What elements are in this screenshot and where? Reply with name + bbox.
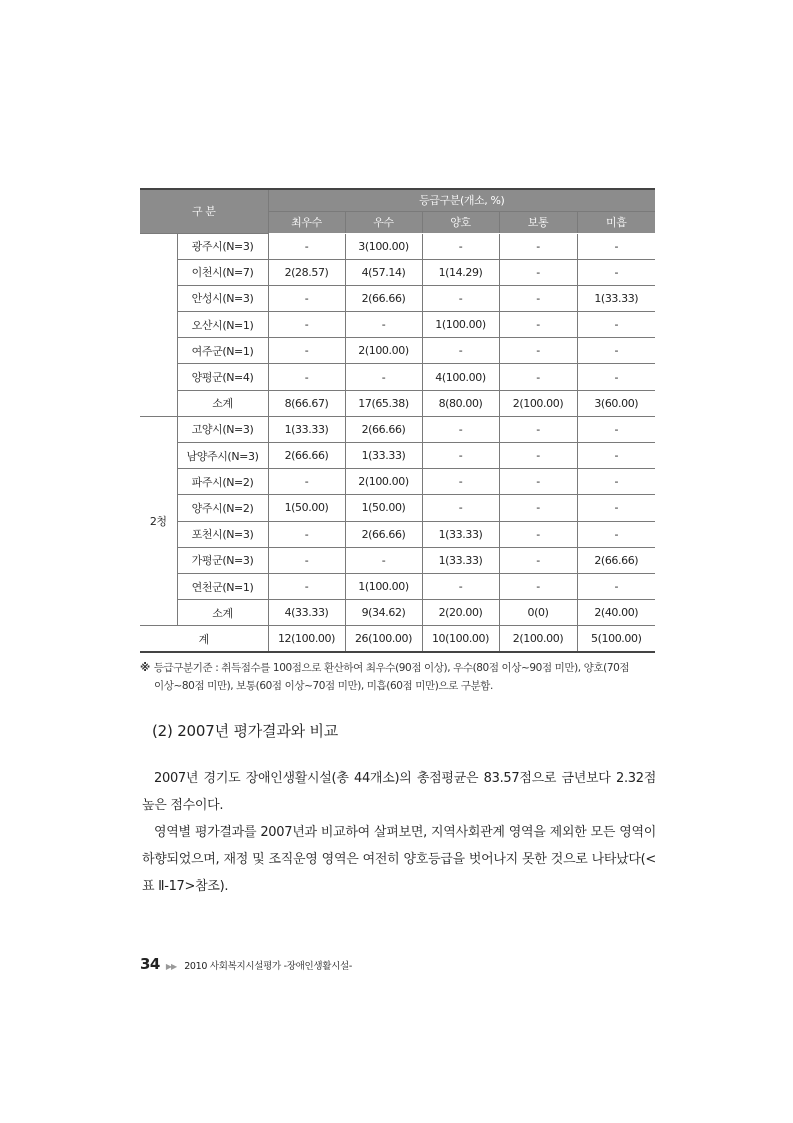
cell-value: - <box>577 495 655 521</box>
cell-value: 2(20.00) <box>422 600 499 626</box>
cell-value: - <box>577 443 655 469</box>
cell-value: 4(100.00) <box>422 364 499 390</box>
header-col-poor: 미흡 <box>577 211 655 233</box>
region-cell-2cheong: 2청 <box>140 416 177 626</box>
row-label: 고양시(N=3) <box>177 416 268 442</box>
footnote-mark-icon: ※ <box>140 662 150 674</box>
cell-value: - <box>422 233 499 259</box>
row-label: 양평군(N=4) <box>177 364 268 390</box>
cell-value: 1(50.00) <box>268 495 345 521</box>
section-heading: (2) 2007년 평가결과와 비교 <box>152 722 339 740</box>
row-label: 광주시(N=3) <box>177 233 268 259</box>
paragraph: 2007년 경기도 장애인생활시설(총 44개소)의 총점평균은 83.57점으로 금년보다 2.32점 높은 점수이다. <box>142 771 656 813</box>
header-gubun: 구 분 <box>140 189 268 233</box>
cell-value: - <box>499 285 577 311</box>
cell-value: - <box>268 547 345 573</box>
row-label: 연천군(N=1) <box>177 573 268 599</box>
cell-value: - <box>422 573 499 599</box>
grade-distribution-table <box>140 188 655 653</box>
double-arrow-icon: ▶▶ <box>165 962 177 971</box>
cell-value: - <box>422 338 499 364</box>
table-row <box>140 233 655 259</box>
cell-value: - <box>499 469 577 495</box>
cell-value: 12(100.00) <box>268 626 345 652</box>
cell-value: - <box>577 416 655 442</box>
cell-value: 1(33.33) <box>345 443 422 469</box>
cell-value: 2(66.66) <box>345 416 422 442</box>
cell-value: 1(14.29) <box>422 259 499 285</box>
cell-value: 2(66.66) <box>345 521 422 547</box>
page-number: 34 <box>140 955 160 973</box>
header-grade-group: 등급구분(개소, %) <box>268 189 655 211</box>
subtotal-row <box>140 600 655 626</box>
running-title: 2010 사회복지시설평가 -장애인생활시설- <box>184 961 353 972</box>
header-col-fair: 양호 <box>422 211 499 233</box>
row-label: 안성시(N=3) <box>177 285 268 311</box>
cell-value: 2(100.00) <box>499 626 577 652</box>
region-cell-blank <box>140 233 177 416</box>
table-row <box>140 573 655 599</box>
cell-value: 2(66.66) <box>577 547 655 573</box>
footnote-line-1: 등급구분기준 : 취득점수를 100점으로 환산하여 최우수(90점 이상), 우수(80점 이상~90점 미만), 양호(70점 <box>153 662 630 674</box>
cell-value: 2(100.00) <box>345 469 422 495</box>
cell-value: 1(33.33) <box>422 547 499 573</box>
cell-value: - <box>577 312 655 338</box>
table-row <box>140 285 655 311</box>
cell-value: - <box>268 364 345 390</box>
cell-value: - <box>577 259 655 285</box>
row-label: 소계 <box>177 600 268 626</box>
row-label: 여주군(N=1) <box>177 338 268 364</box>
cell-value: - <box>422 416 499 442</box>
cell-value: - <box>577 233 655 259</box>
row-label: 양주시(N=2) <box>177 495 268 521</box>
cell-value: - <box>268 312 345 338</box>
cell-value: 0(0) <box>499 600 577 626</box>
row-label: 파주시(N=2) <box>177 469 268 495</box>
cell-value: - <box>499 495 577 521</box>
cell-value: - <box>345 364 422 390</box>
cell-value: 17(65.38) <box>345 390 422 416</box>
cell-value: 4(33.33) <box>268 600 345 626</box>
cell-value: 1(100.00) <box>345 573 422 599</box>
table-row <box>140 416 655 442</box>
cell-value: - <box>268 233 345 259</box>
cell-value: 2(100.00) <box>345 338 422 364</box>
row-label: 가평군(N=3) <box>177 547 268 573</box>
cell-value: - <box>422 495 499 521</box>
subtotal-row <box>140 390 655 416</box>
cell-value: - <box>499 364 577 390</box>
row-label: 포천시(N=3) <box>177 521 268 547</box>
cell-value: - <box>499 416 577 442</box>
total-row <box>140 626 655 652</box>
cell-value: - <box>422 285 499 311</box>
table-row <box>140 547 655 573</box>
cell-value: - <box>345 312 422 338</box>
cell-value: 1(50.00) <box>345 495 422 521</box>
paragraph: 영역별 평가결과를 2007년과 비교하여 살펴보면, 지역사회관계 영역을 제외한 모든 영역이 하향되었으며, 재정 및 조직운영 영역은 여전히 양호등급을 벗어나지 못한 것으로 나타났다(<표 Ⅱ-17>참조). <box>142 825 656 894</box>
row-label: 소계 <box>177 390 268 416</box>
cell-value: 1(33.33) <box>422 521 499 547</box>
cell-value: 2(66.66) <box>345 285 422 311</box>
cell-value: - <box>499 521 577 547</box>
table-body <box>140 233 655 652</box>
page-footer <box>140 955 352 973</box>
table-row <box>140 338 655 364</box>
header-col-excellent: 최우수 <box>268 211 345 233</box>
cell-value: - <box>499 573 577 599</box>
row-label: 오산시(N=1) <box>177 312 268 338</box>
cell-value: 3(100.00) <box>345 233 422 259</box>
cell-value: - <box>577 364 655 390</box>
cell-value: - <box>268 469 345 495</box>
cell-value: - <box>499 312 577 338</box>
cell-value: 2(28.57) <box>268 259 345 285</box>
cell-value: 9(34.62) <box>345 600 422 626</box>
cell-value: 10(100.00) <box>422 626 499 652</box>
cell-value: 3(60.00) <box>577 390 655 416</box>
header-col-average: 보통 <box>499 211 577 233</box>
cell-value: 1(33.33) <box>577 285 655 311</box>
cell-value: - <box>577 573 655 599</box>
cell-value: - <box>499 233 577 259</box>
cell-value: - <box>268 285 345 311</box>
cell-value: - <box>345 547 422 573</box>
cell-value: - <box>499 338 577 364</box>
table-row <box>140 364 655 390</box>
cell-value: - <box>268 573 345 599</box>
table-row <box>140 443 655 469</box>
cell-value: 8(80.00) <box>422 390 499 416</box>
cell-value: - <box>499 259 577 285</box>
cell-value: - <box>268 521 345 547</box>
body-text <box>142 765 656 900</box>
table-row <box>140 521 655 547</box>
cell-value: - <box>422 469 499 495</box>
cell-value: - <box>577 469 655 495</box>
table-row <box>140 259 655 285</box>
cell-value: 2(66.66) <box>268 443 345 469</box>
row-label: 이천시(N=7) <box>177 259 268 285</box>
cell-value: - <box>499 547 577 573</box>
cell-value: - <box>577 338 655 364</box>
cell-value: 2(100.00) <box>499 390 577 416</box>
cell-value: 26(100.00) <box>345 626 422 652</box>
table-footnote <box>140 659 660 695</box>
header-col-good: 우수 <box>345 211 422 233</box>
row-label: 남양주시(N=3) <box>177 443 268 469</box>
cell-value: - <box>268 338 345 364</box>
cell-value: 1(100.00) <box>422 312 499 338</box>
cell-value: - <box>499 443 577 469</box>
cell-value: 4(57.14) <box>345 259 422 285</box>
cell-value: 2(40.00) <box>577 600 655 626</box>
cell-value: 8(66.67) <box>268 390 345 416</box>
table-row <box>140 495 655 521</box>
cell-value: 1(33.33) <box>268 416 345 442</box>
cell-value: - <box>577 521 655 547</box>
table-row <box>140 312 655 338</box>
total-label: 계 <box>140 626 268 652</box>
cell-value: - <box>422 443 499 469</box>
table-row <box>140 469 655 495</box>
cell-value: 5(100.00) <box>577 626 655 652</box>
footnote-line-2: 이상~80점 미만), 보통(60점 이상~70점 미만), 미흡(60점 미만)으로 구분함. <box>154 680 493 692</box>
